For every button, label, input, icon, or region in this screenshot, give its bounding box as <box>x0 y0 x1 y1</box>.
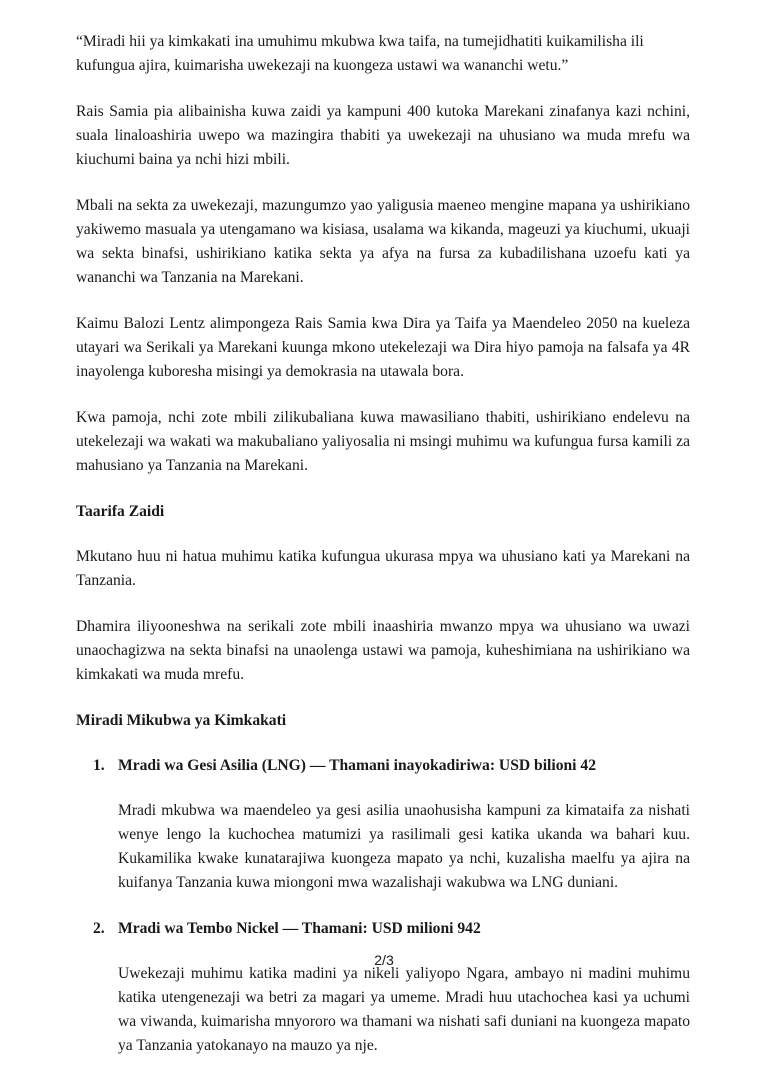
body-paragraph: Mkutano huu ni hatua muhimu katika kufungua ukurasa mpya wa uhusiano kati ya Marekani na Tanzania. <box>76 548 690 589</box>
body-paragraph: Dhamira iliyooneshwa na serikali zote mbili inaashiria mwanzo mpya wa uhusiano wa uwazi unaochagizwa na sekta binafsi na unaolenga ustawi wa pamoja, kuheshimiana na ushirikiano wa kimkakati wa muda mrefu. <box>76 618 690 683</box>
page-number: 2/3 <box>374 952 394 968</box>
project-list <box>76 754 690 1058</box>
quote-paragraph: “Miradi hii ya kimkakati ina umuhimu mkubwa kwa taifa, na tumejidhatiti kuikamilisha ili kufungua ajira, kuimarisha uwekezaji na kuongeza ustawi wa wananchi wetu.” <box>76 33 644 74</box>
body-paragraph: Rais Samia pia alibainisha kuwa zaidi ya kampuni 400 kutoka Marekani zinafanya kazi nchini, suala linaloashiria uwepo wa mazingira thabiti ya uwekezaji na uhusiano wa muda mrefu wa kiuchumi baina ya nchi hizi mbili. <box>76 103 690 168</box>
section-heading: Taarifa Zaidi <box>76 503 165 520</box>
project-description: Mradi mkubwa wa maendeleo ya gesi asilia unaohusisha kampuni za kimataifa za nishati wenye lengo la kuchochea matumizi ya rasilimali gesi katika ukanda wa bahari kuu. Kukamilika kwake kunatarajiwa kuongeza mapato ya nchi, kuzalisha maelfu ya ajira na kuifanya Tanzania kuwa miongoni mwa wazalishaji wakubwa wa LNG duniani. <box>118 802 690 891</box>
list-number: 2. <box>93 920 105 937</box>
document-page <box>76 30 690 1080</box>
body-paragraph: Kaimu Balozi Lentz alimpongeza Rais Samia kwa Dira ya Taifa ya Maendeleo 2050 na kueleza utayari wa Serikali ya Marekani kuunga mkono utekelezaji wa Dira hiyo pamoja na falsafa ya 4R inayolenga kuboresha misingi ya demokrasia na utawala bora. <box>76 315 690 380</box>
section-miradi-mikubwa <box>76 709 690 1058</box>
section-taarifa-zaidi <box>76 500 690 687</box>
project-title: Mradi wa Tembo Nickel — Thamani: USD milioni 942 <box>118 920 481 937</box>
project-description: Uwekezaji muhimu katika madini ya nikeli yaliyopo Ngara, ambayo ni madini muhimu katika utengenezaji wa betri za magari ya umeme. Mradi huu utachochea kasi ya uchumi wa viwanda, kuimarisha mnyororo wa thamani wa nishati safi duniani na kuongeza mapato ya Tanzania yatokanayo na mauzo ya nje. <box>118 965 690 1054</box>
body-paragraph: Mbali na sekta za uwekezaji, mazungumzo yao yaligusia maeneo mengine mapana ya ushirikiano yakiwemo masuala ya utengamano wa kisiasa, usalama wa kikanda, mageuzi ya kiuchumi, ukuaji wa sekta binafsi, ushirikiano katika sekta ya afya na fursa za kubadilishana uzoefu kati ya wananchi wa Tanzania na Marekani. <box>76 197 690 286</box>
project-title: Mradi wa Gesi Asilia (LNG) — Thamani inayokadiriwa: USD bilioni 42 <box>118 757 596 774</box>
project-item-lng <box>76 754 690 895</box>
list-number: 1. <box>93 757 105 774</box>
section-heading: Miradi Mikubwa ya Kimkakati <box>76 712 287 729</box>
project-item-tembo-nickel <box>76 917 690 1058</box>
body-paragraph: Kwa pamoja, nchi zote mbili zilikubaliana kuwa mawasiliano thabiti, ushirikiano endelevu na utekelezaji wa wakati wa makubaliano yaliyosalia ni msingi muhimu wa kufungua fursa kamili za mahusiano ya Tanzania na Marekani. <box>76 409 690 474</box>
